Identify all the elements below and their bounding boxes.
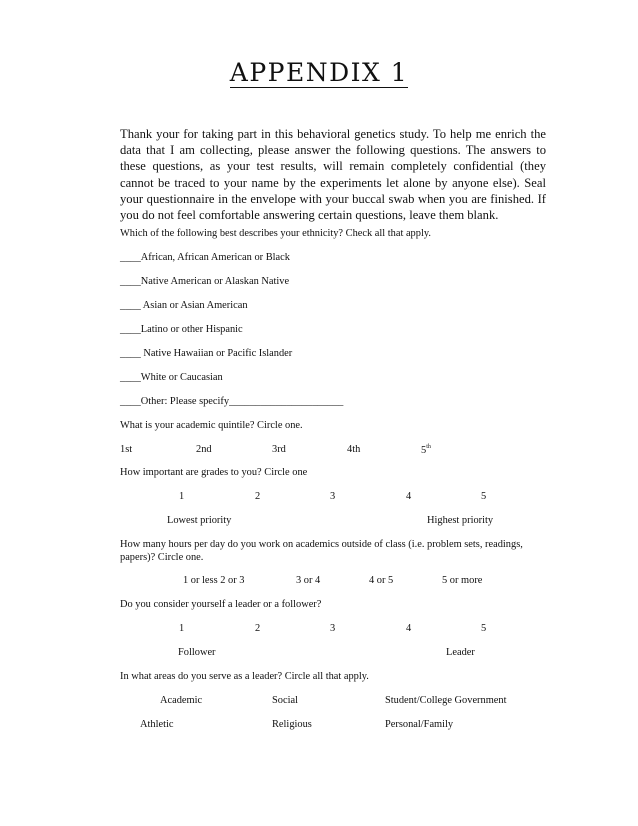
leader-scale-option[interactable]: 4 <box>406 623 412 634</box>
area-option[interactable]: Religious <box>272 719 312 730</box>
quintile-question: What is your academic quintile? Circle one. <box>120 420 303 431</box>
quintile-option[interactable]: 2nd <box>196 444 212 455</box>
leader-low-label: Follower <box>178 647 216 658</box>
grades-question: How important are grades to you? Circle one <box>120 467 308 478</box>
area-option[interactable]: Athletic <box>140 719 174 730</box>
grades-scale-option[interactable]: 5 <box>481 491 487 502</box>
areas-question: In what areas do you serve as a leader? Circle all that apply. <box>120 671 369 682</box>
quintile-option-fifth[interactable] <box>421 444 431 456</box>
ethnicity-option[interactable]: ____Native American or Alaskan Native <box>120 276 290 287</box>
grades-scale-option[interactable]: 3 <box>330 491 336 502</box>
ethnicity-option[interactable]: ____White or Caucasian <box>120 372 223 383</box>
hours-question-line2: papers)? Circle one. <box>120 552 204 563</box>
leader-question: Do you consider yourself a leader or a follower? <box>120 599 322 610</box>
ethnicity-option[interactable]: ____ Asian or Asian American <box>120 300 248 311</box>
hours-option[interactable]: 3 or 4 <box>296 575 321 586</box>
grades-scale-option[interactable]: 4 <box>406 491 412 502</box>
hours-question-line1: How many hours per day do you work on academics outside of class (i.e. problem sets, readings, <box>120 539 523 550</box>
leader-scale-option[interactable]: 3 <box>330 623 336 634</box>
leader-scale-option[interactable]: 5 <box>481 623 487 634</box>
leader-scale-option[interactable]: 2 <box>255 623 261 634</box>
area-option[interactable]: Student/College Government <box>385 695 507 706</box>
intro-paragraph: Thank your for taking part in this behavioral genetics study. To help me enrich the data that I am collecting, please answer the following questions. The answers to these questions, as your test results, will remain completely confidential (they cannot be traced to your name by the experiments let alone by anyone else). Seal your questionnaire in the envelope with your buccal swab when you are finished. If you do not feel comfortable answering certain questions, leave them blank. <box>120 127 546 223</box>
leader-high-label: Leader <box>446 647 475 658</box>
hours-option[interactable]: 5 or more <box>442 575 483 586</box>
grades-high-label: Highest priority <box>427 515 494 526</box>
area-option[interactable]: Social <box>272 695 298 706</box>
leader-scale-option[interactable]: 1 <box>179 623 185 634</box>
grades-scale-option[interactable]: 2 <box>255 491 261 502</box>
hours-option[interactable]: 4 or 5 <box>369 575 394 586</box>
quintile-option[interactable]: 1st <box>120 444 133 455</box>
ethnicity-option-other[interactable]: ____Other: Please specify______________________ <box>120 396 344 407</box>
quintile-option[interactable]: 4th <box>347 444 361 455</box>
grades-low-label: Lowest priority <box>167 515 232 526</box>
appendix-title <box>0 58 638 87</box>
quintile-fifth-number: 5 <box>421 445 427 456</box>
quintile-option[interactable]: 3rd <box>272 444 286 455</box>
ethnicity-option[interactable]: ____African, African American or Black <box>120 252 290 263</box>
ethnicity-option[interactable]: ____ Native Hawaiian or Pacific Islander <box>120 348 293 359</box>
quintile-fifth-suffix: th <box>426 444 431 450</box>
hours-option[interactable]: 1 or less 2 or 3 <box>183 575 245 586</box>
grades-scale-option[interactable]: 1 <box>179 491 185 502</box>
ethnicity-question: Which of the following best describes your ethnicity? Check all that apply. <box>120 228 431 239</box>
appendix-title-text: APPENDIX 1 <box>229 58 409 87</box>
ethnicity-option[interactable]: ____Latino or other Hispanic <box>120 324 243 335</box>
area-option[interactable]: Personal/Family <box>385 719 454 730</box>
area-option[interactable]: Academic <box>160 695 203 706</box>
